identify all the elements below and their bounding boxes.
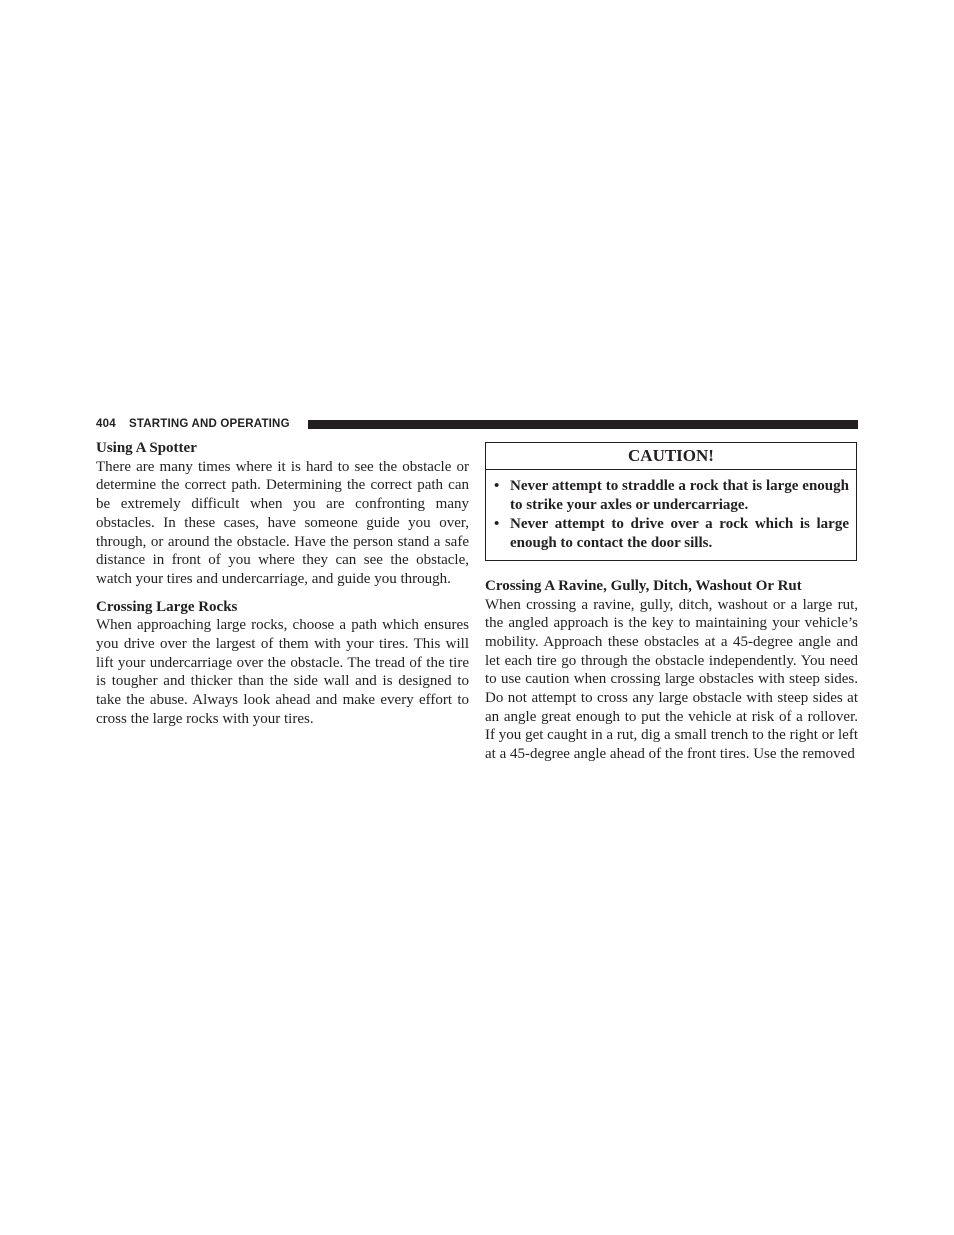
left-column xyxy=(96,439,469,729)
caution-box xyxy=(485,442,857,561)
ravine-heading: Crossing A Ravine, Gully, Ditch, Washout Or Rut xyxy=(485,577,802,594)
page-number: 404 xyxy=(96,418,116,430)
header-rule xyxy=(308,420,858,429)
spotter-paragraph: There are many times where it is hard to see the obstacle or determine the correct path. Determining the correct path can be extremely difficult when you are confronting many obstacles. In these cases, have someone guide you over, through, or around the obstacle. Have the person stand a safe distance in front of you where they can see the obstacle, watch your tires and undercarriage, and guide you through. xyxy=(96,458,469,587)
section-title: STARTING AND OPERATING xyxy=(129,418,290,430)
caution-item xyxy=(492,477,849,514)
caution-item-text: Never attempt to drive over a rock which is large enough to contact the door sills. xyxy=(510,516,849,552)
right-column xyxy=(485,442,858,764)
rocks-paragraph: When approaching large rocks, choose a path which ensures you drive over the largest of them with your tires. This will lift your undercarriage over the obstacle. The tread of the tire is tougher and thicker than the side wall and is designed to take the abuse. Always look ahead and make every effort to cross the large rocks with your tires. xyxy=(96,617,469,727)
bullet-icon: • xyxy=(494,516,500,533)
spotter-heading: Using A Spotter xyxy=(96,440,197,456)
rocks-heading: Crossing Large Rocks xyxy=(96,598,238,615)
caution-list xyxy=(486,470,856,560)
ravine-paragraph: When crossing a ravine, gully, ditch, washout or a large rut, the angled approach is the key to maintaining your vehicle’s mobility. Approach these obstacles at a 45-degree angle and let each tire go through the obstacle independently. You need to use caution when crossing large obstacles with steep sides. Do not attempt to cross any large obstacle with steep sides at an angle great enough to put the vehicle at risk of a rollover. If you get caught in a rut, dig a small trench to the right or left at a 45-degree angle ahead of the front tires. Use the removed xyxy=(485,596,858,763)
caution-item xyxy=(492,515,849,552)
bullet-icon: • xyxy=(494,478,500,494)
caution-item-text: Never attempt to straddle a rock that is large enough to strike your axles or undercarriage. xyxy=(510,478,849,513)
page-header xyxy=(96,417,858,433)
caution-title: CAUTION! xyxy=(486,443,856,470)
